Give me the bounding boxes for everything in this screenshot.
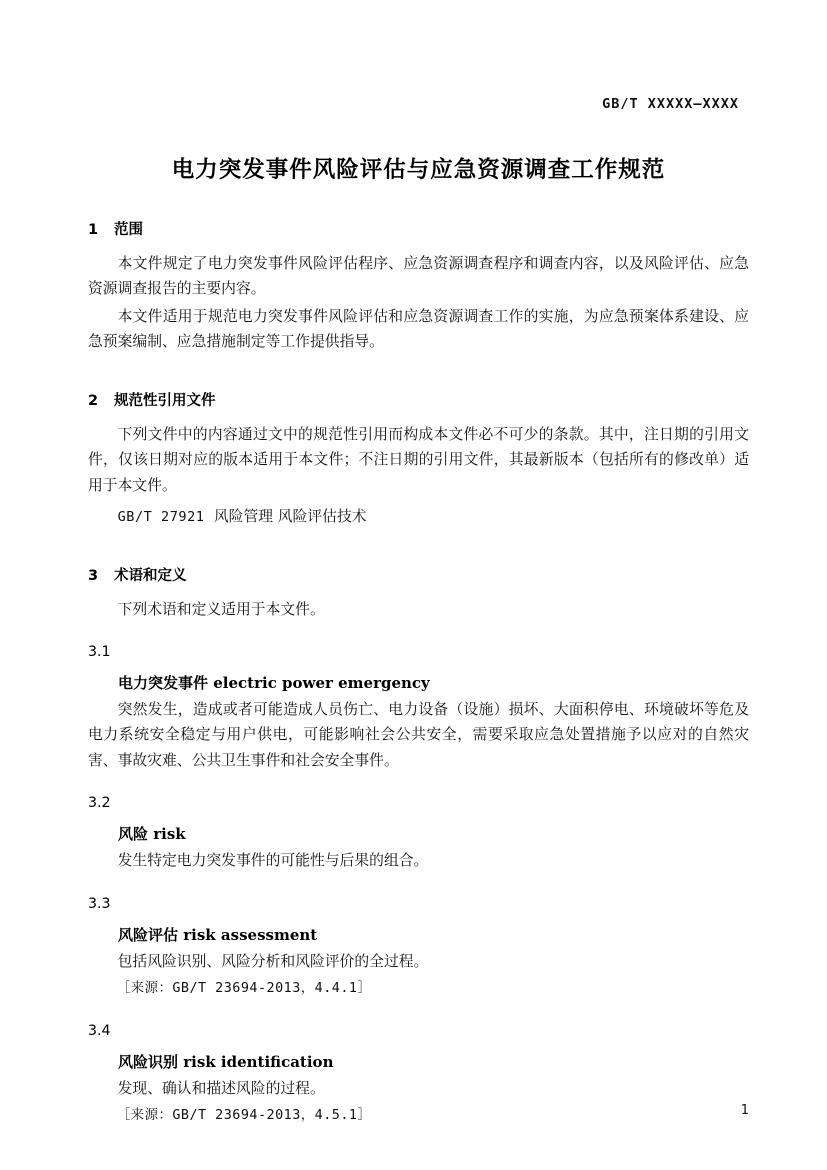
term-cn-3-3: 风险评估: [118, 925, 179, 944]
standard-code-header: GB/T XXXXX—XXXX: [602, 96, 739, 112]
term-cn-3-4: 风险识别: [118, 1052, 179, 1071]
section-label-1: 范围: [114, 222, 143, 238]
section-label-3: 术语和定义: [114, 567, 187, 584]
section-number-1: 1: [88, 222, 99, 238]
term-en-3-4: risk identification: [183, 1052, 334, 1071]
term-number-3-3: 3.3: [88, 895, 111, 912]
term-source-text-3-4: ［来源：GB/T 23694-2013，4.5.1］: [116, 1108, 372, 1124]
term-en-3-2: risk: [153, 825, 186, 844]
term-title-3-4: [88, 1051, 749, 1072]
term-source-3-3: [88, 976, 749, 1001]
section-heading-2: [88, 389, 749, 410]
term-en-3-3: risk assessment: [183, 925, 318, 944]
term-title-3-2: [88, 823, 749, 844]
term-number-3-2: 3.2: [88, 795, 111, 812]
term-definition-3-3: 包括风险识别、风险分析和风险评价的全过程。: [117, 952, 429, 970]
normative-reference-item: [88, 504, 749, 529]
term-title-3-1: [88, 672, 749, 693]
term-title-3-3: [88, 924, 749, 945]
term-definition-3-4: 发现、确认和描述风险的过程。: [117, 1079, 325, 1097]
section-1-paragraph-1: 本文件规定了电力突发事件风险评估程序、应急资源调查程序和调查内容，以及风险评估、应急资源调查报告的主要内容。: [88, 255, 749, 298]
normative-reference-code: GB/T 27921: [117, 509, 205, 526]
term-definition-3-1: 突然发生，造成或者可能造成人员伤亡、电力设备（设施）损坏、大面积停电、环境破坏等危及电力系统安全稳定与用户供电，可能影响社会公共安全，需要采取应急处置措施予以应对的自然灾害、事故灾难、公共卫生事件和社会安全事件。: [88, 700, 749, 769]
section-heading-3: [88, 564, 749, 585]
page-title: 电力突发事件风险评估与应急资源调查工作规范: [171, 157, 666, 183]
term-cn-3-1: 电力突发事件: [118, 673, 209, 692]
term-definition-3-2: 发生特定电力突发事件的可能性与后果的组合。: [117, 852, 429, 870]
normative-reference-name: 风险管理 风险评估技术: [213, 508, 367, 526]
term-en-3-1: electric power emergency: [213, 673, 430, 692]
term-source-3-4: [88, 1103, 749, 1128]
section-1-paragraph-2: 本文件适用于规范电力突发事件风险评估和应急资源调查工作的实施，为应急预案体系建设、应急预案编制、应急措施制定等工作提供指导。: [88, 307, 749, 351]
section-2-paragraph-1: 下列文件中的内容通过文中的规范性引用而构成本文件必不可少的条款。其中，注日期的引用文件，仅该日期对应的版本适用于本文件；不注日期的引用文件，其最新版本（包括所有的修改单）适用于本文件。: [88, 425, 749, 494]
term-number-3-4: 3.4: [88, 1022, 111, 1039]
term-cn-3-2: 风险: [118, 825, 149, 844]
section-number-2: 2: [88, 392, 99, 409]
section-label-2: 规范性引用文件: [114, 392, 216, 409]
page-number: 1: [740, 1103, 749, 1118]
section-heading-1: [88, 218, 749, 239]
section-3-paragraph-1: 下列术语和定义适用于本文件。: [117, 600, 325, 618]
term-number-3-1: 3.1: [88, 643, 111, 660]
term-source-text-3-3: ［来源：GB/T 23694-2013，4.4.1］: [116, 981, 372, 997]
section-number-3: 3: [88, 567, 99, 584]
